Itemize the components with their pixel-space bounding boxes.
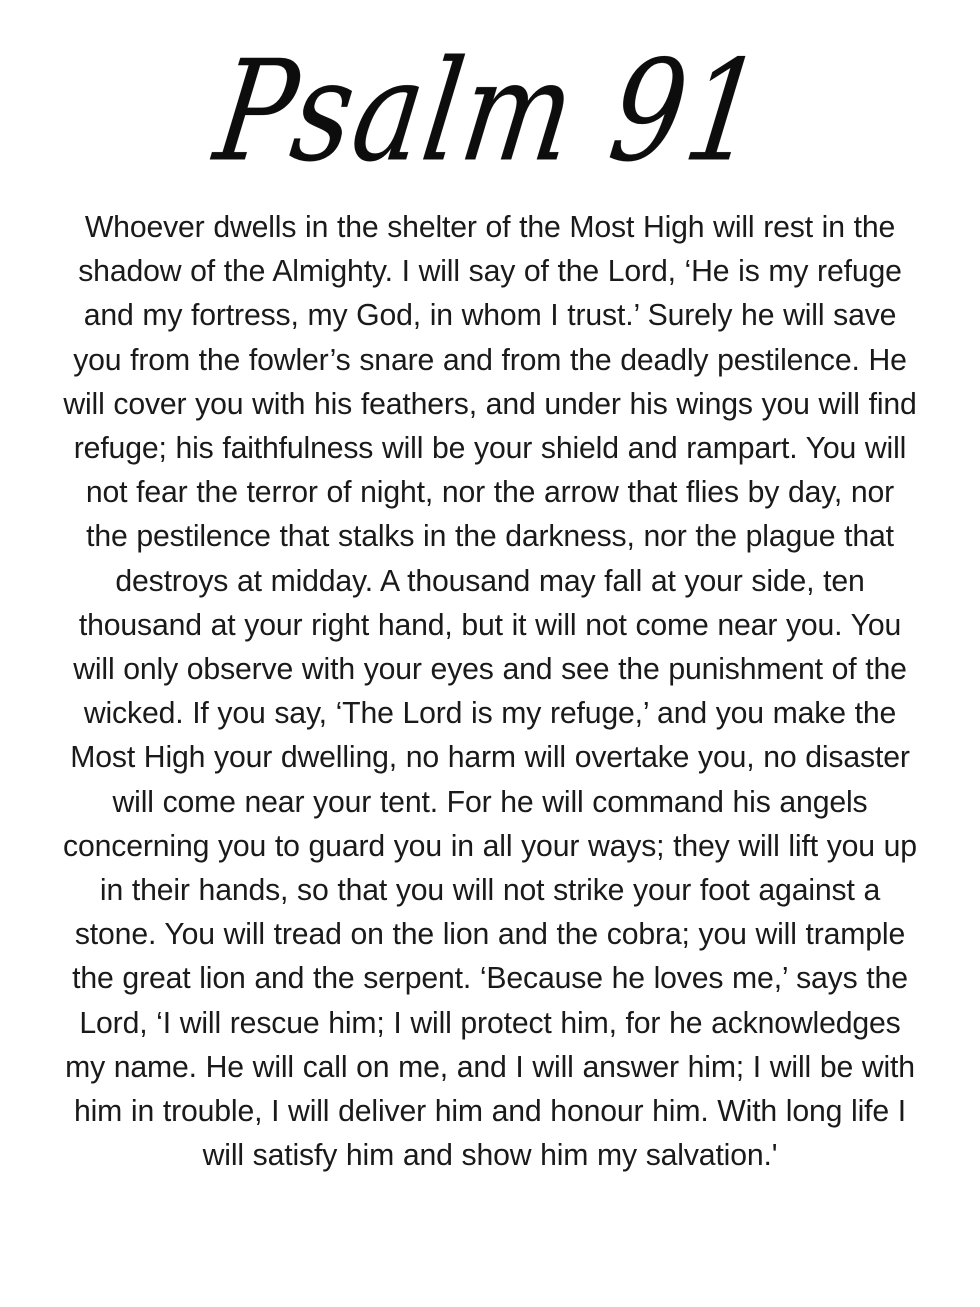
scripture-passage: Whoever dwells in the shelter of the Most High will rest in the shadow of the Almighty. I will say of the Lord, ‘He is my refuge and my fortress, my God, in whom I trust.’ Surely he will save you from the fowler’s snare and from the deadly pestilence. He will cover you with his feathers, and under his wings you will find refuge; his faithfulness will be your shield and rampart. You will not fear the terror of night, nor the arrow that flies by day, nor the pestilence that stalks in the darkness, nor the plague that destroys at midday. A thousand may fall at your side, ten thousand at your right hand, but it will not come near you. You will only observe with your eyes and see the punishment of the wicked. If you say, ‘The Lord is my refuge,’ and you make the Most High your dwelling, no harm will overtake you, no disaster will come near your tent. For he will command his angels concerning you to guard you in all your ways; they will lift you up in their hands, so that you will not strike your foot against a stone. You will tread on the lion and the cobra; you will trample the great lion and the serpent. ‘Because he loves me,’ says the Lord, ‘I will rescue him; I will protect him, for he acknowledges my name. He will call on me, and I will answer him; I will be with him in trouble, I will deliver him and honour him. With long life I will satisfy him and show him my salvation.' [63,211,917,1173]
scripture-body [62,206,918,1178]
title-area [0,18,980,204]
page-title: Psalm 91 [206,29,774,193]
